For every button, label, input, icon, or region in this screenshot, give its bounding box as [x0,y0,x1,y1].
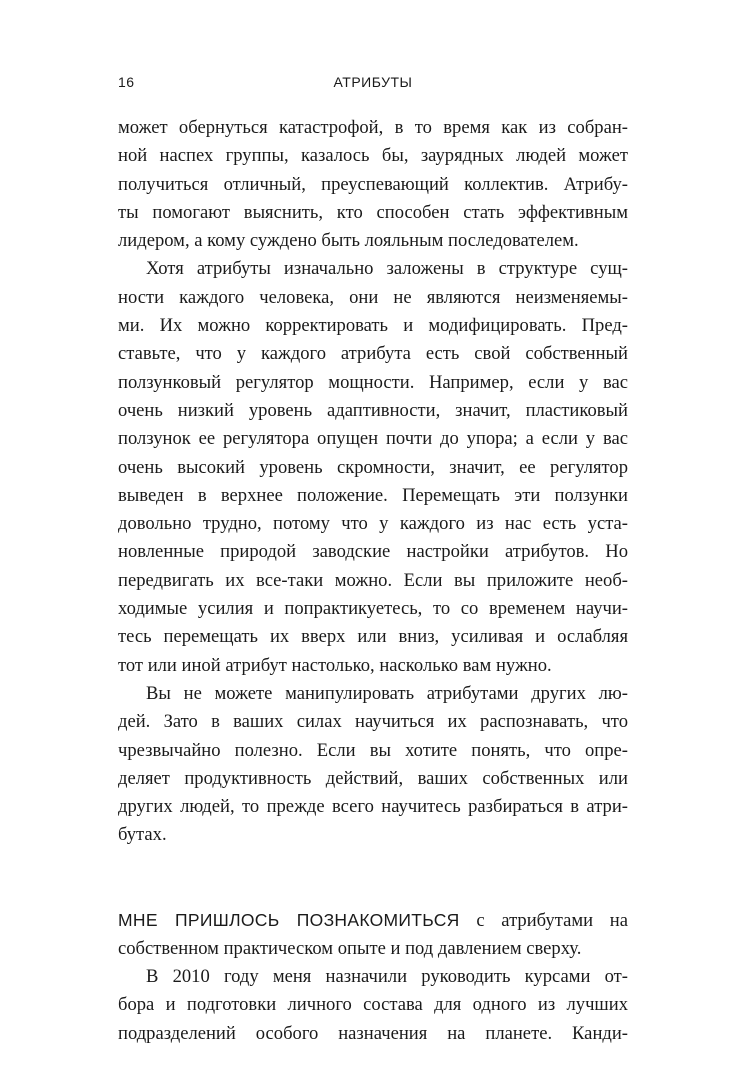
text-line: бутах. [118,824,167,846]
section-lead-in: МНЕ ПРИШЛОСЬ ПОЗНАКОМИТЬСЯ [118,910,460,931]
text-line: ставьте, что у каждого атрибута есть свой собственный [118,343,628,365]
paragraph [118,114,628,255]
text-line: собственном практическом опыте и под давлением сверху. [118,937,582,959]
text-line: выведен в верхнее положение. Перемещать эти ползунки [118,484,628,506]
text-line: ми. Их можно корректировать и модифицировать. Пред- [118,315,628,337]
text-line: очень низкий уровень адаптивности, значит, пластиковый [118,399,628,421]
text-line: очень высокий уровень скромности, значит, ее регулятор [118,456,628,478]
paragraph [118,680,628,850]
text-line: ности каждого человека, они не являются неизменяемы- [118,286,628,308]
text-line: дей. Зато в ваших силах научиться их распознавать, что [118,711,628,733]
text-line: может обернуться катастрофой, в то время как из собран- [118,117,628,138]
text-fragment: с атрибутами на [459,910,628,932]
text-line: получиться отличный, преуспевающий коллектив. Атрибу- [118,173,628,195]
text-line: передвигать их все-таки можно. Если вы приложите необ- [118,569,628,591]
page-header [118,74,628,94]
text-line: чрезвычайно полезно. Если вы хотите понять, что опре- [118,739,628,761]
paragraph [118,255,628,679]
text-line: подразделений особого назначения на планете. Канди- [118,1022,628,1044]
text-line: ползунок ее регулятора опущен почти до упора; а если у вас [118,428,628,450]
text-line: ползунковый регулятор мощности. Например, если у вас [118,371,628,393]
body-text [118,114,628,1048]
text-line: Хотя атрибуты изначально заложены в структуре сущ- [146,258,628,280]
running-title: АТРИБУТЫ [333,74,413,90]
page-number: 16 [118,74,135,90]
text-line: ходимые усилия и попрактикуетесь, то со временем научи- [118,598,628,620]
paragraph [118,963,628,1048]
text-line: деляет продуктивность действий, ваших собственных или [118,767,628,789]
text-line: В 2010 году меня назначили руководить курсами от- [146,965,628,987]
text-line: других людей, то прежде всего научитесь разбираться в атри- [118,796,628,818]
text-line: Вы не можете манипулировать атрибутами других лю- [146,682,628,704]
text-line: бора и подготовки личного состава для одного из лучших [118,994,628,1016]
text-line: ты помогают выяснить, кто способен стать эффективным [118,201,628,223]
text-line: ной наспех группы, казалось бы, заурядных людей может [118,145,628,167]
text-line: лидером, а кому суждено быть лояльным последователем. [118,230,579,252]
paragraph [118,906,628,963]
text-line: новленные природой заводские настройки атрибутов. Но [118,541,628,563]
text-line: тот или иной атрибут настолько, насколько вам нужно. [118,654,552,676]
text-line: тесь перемещать их вверх или вниз, усиливая и ослабляя [118,626,628,648]
section-break [118,850,628,907]
text-line [118,906,628,934]
text-line: довольно трудно, потому что у каждого из нас есть уста- [118,513,628,535]
